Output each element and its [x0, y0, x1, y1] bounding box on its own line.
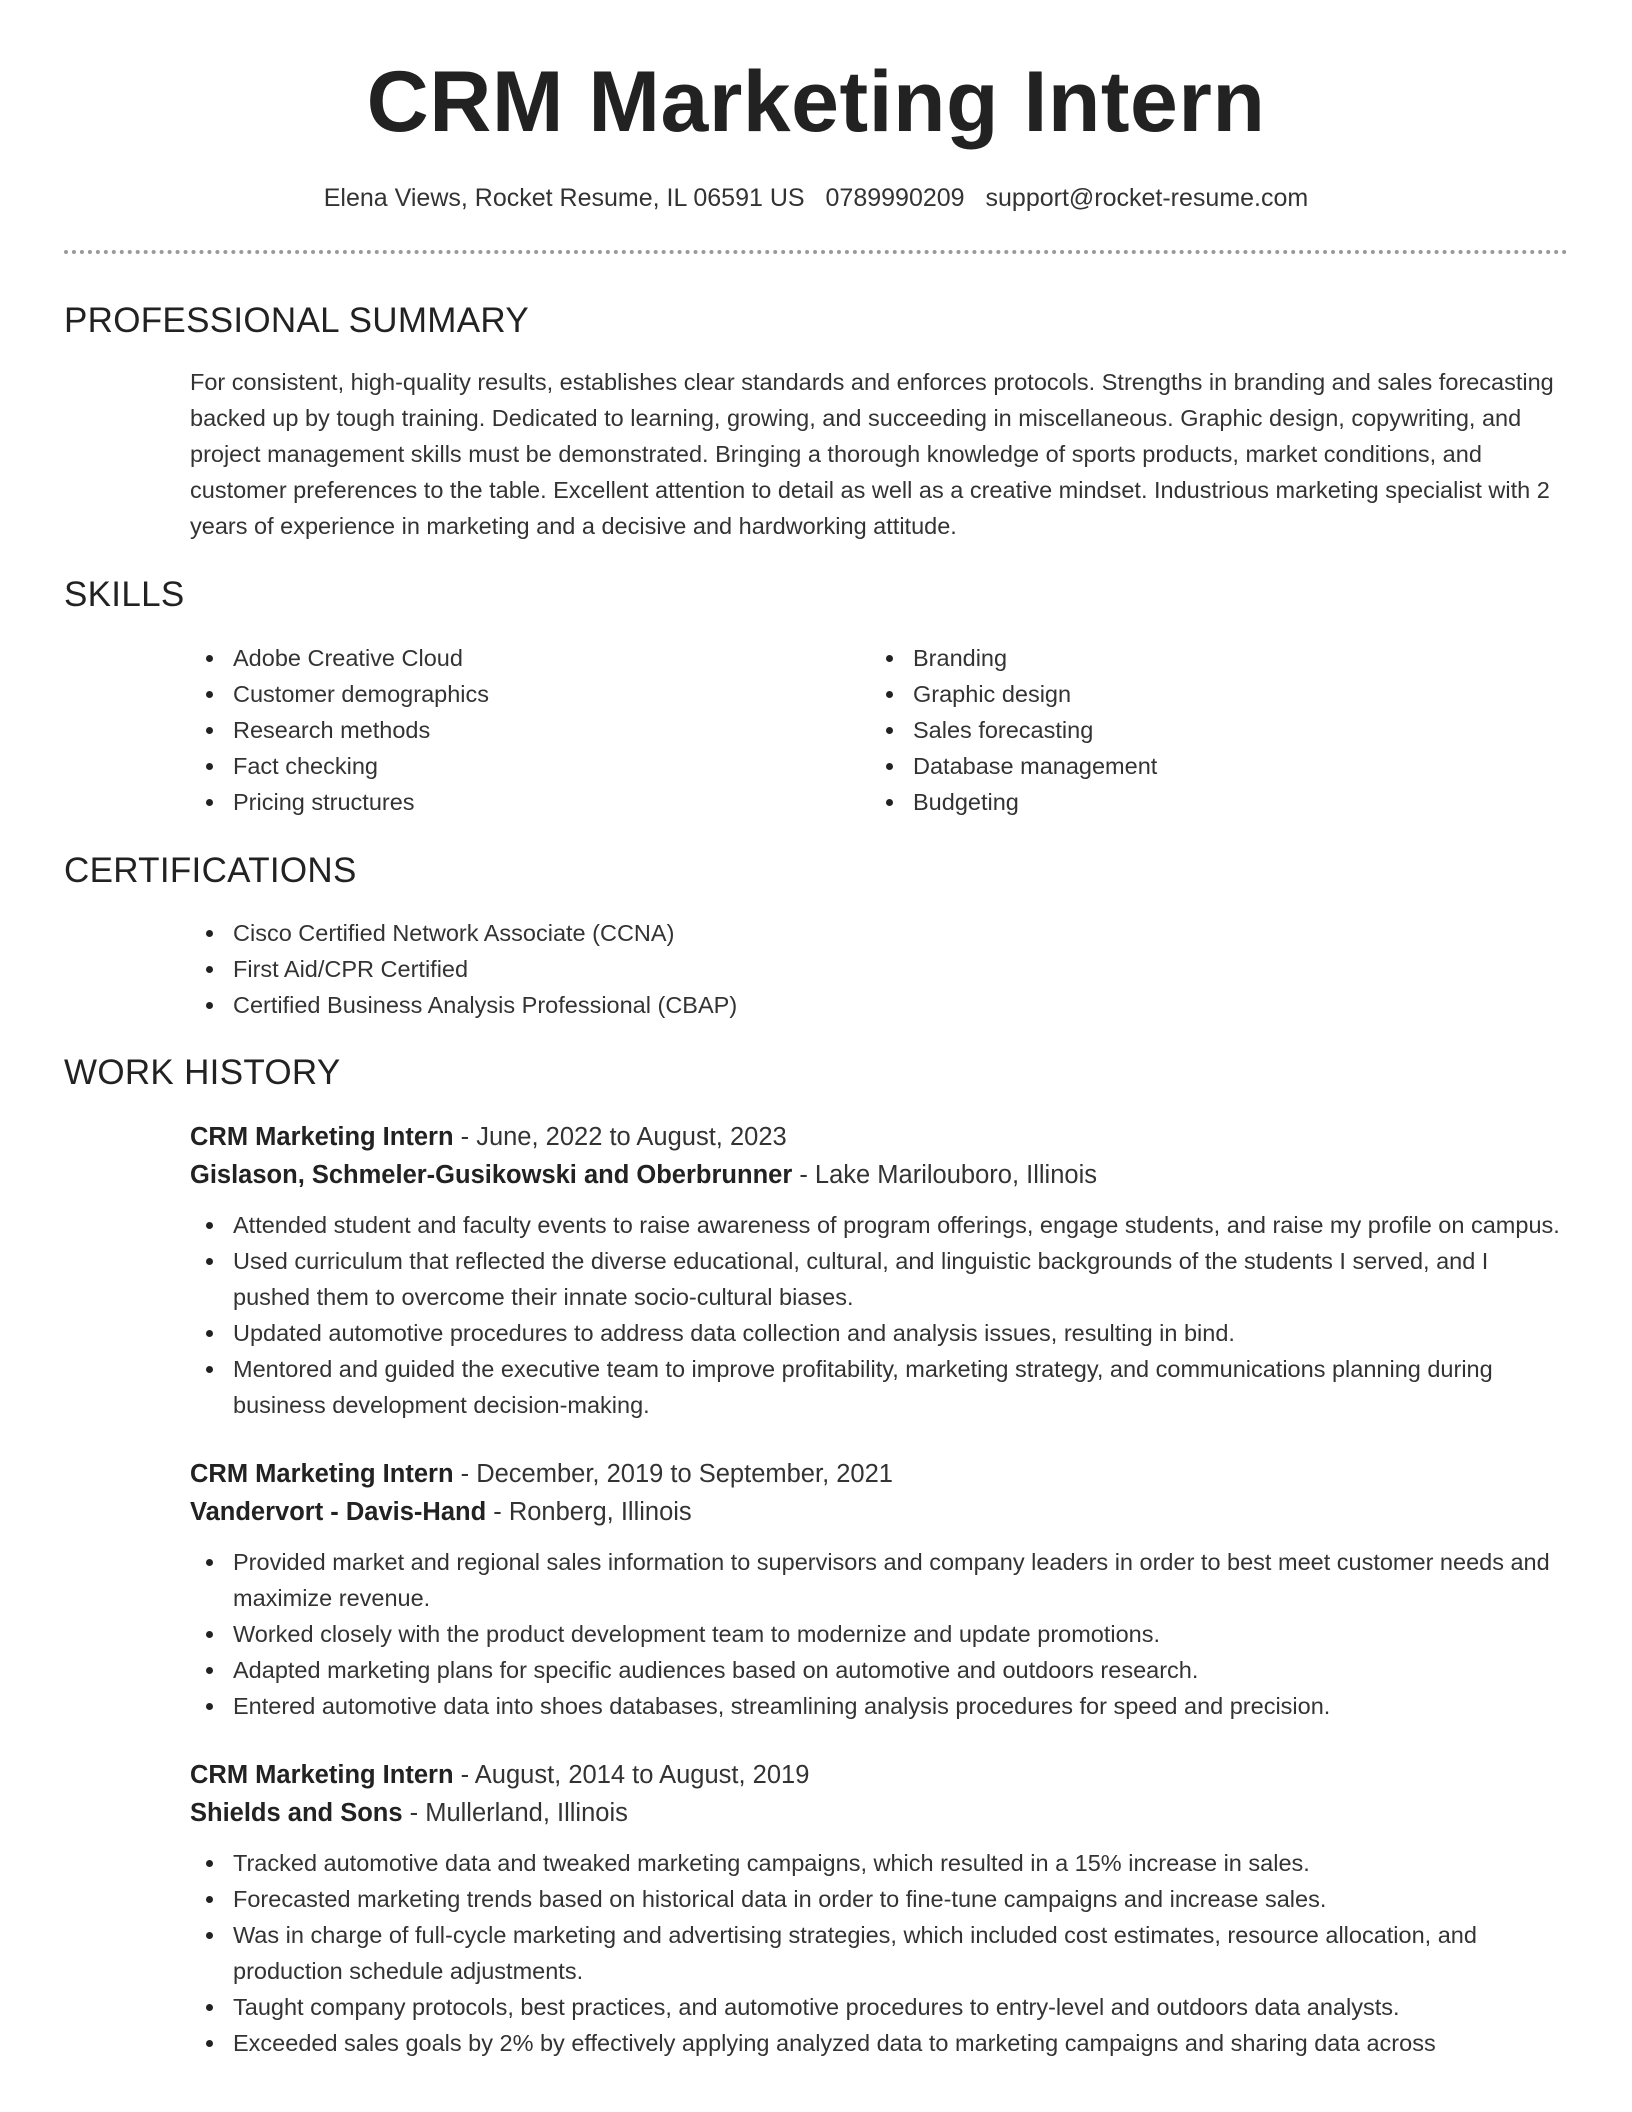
job-company: Shields and Sons	[190, 1799, 403, 1827]
resume-name: CRM Marketing Intern	[366, 54, 1266, 150]
job-location: - Ronberg, Illinois	[486, 1498, 692, 1526]
header-divider	[64, 250, 1568, 254]
skills-heading: SKILLS	[64, 575, 185, 614]
job-bullet: Worked closely with the product development team to modernize and update promotions.	[190, 1616, 1570, 1652]
contact-email: support@rocket-resume.com	[985, 184, 1309, 212]
job-bullet: Taught company protocols, best practices, and automotive procedures to entry-level and outdoors data analysts.	[190, 1989, 1570, 2025]
work-history-heading: WORK HISTORY	[64, 1053, 341, 1092]
job-company-line	[190, 1794, 1570, 1832]
job-company: Gislason, Schmeler-Gusikowski and Oberbrunner	[190, 1161, 793, 1189]
job-dates: - August, 2014 to August, 2019	[453, 1761, 810, 1789]
job-bullets	[190, 1845, 1570, 2061]
skill-item: Graphic design	[870, 676, 1530, 712]
work-history	[190, 1118, 1570, 2093]
job-bullet: Adapted marketing plans for specific audiences based on automotive and outdoors research.	[190, 1652, 1570, 1688]
job-location: - Mullerland, Illinois	[402, 1799, 628, 1827]
job-dates: - June, 2022 to August, 2023	[453, 1123, 787, 1151]
certification-item: Cisco Certified Network Associate (CCNA)	[190, 915, 1490, 951]
certification-item: First Aid/CPR Certified	[190, 951, 1490, 987]
job-company-line	[190, 1156, 1570, 1194]
skill-item: Sales forecasting	[870, 712, 1530, 748]
job-bullet: Was in charge of full-cycle marketing and advertising strategies, which included cost estimates, resource allocation, and production schedule adjustments.	[190, 1917, 1570, 1989]
job-role: CRM Marketing Intern	[190, 1123, 454, 1151]
contact-phone: 0789990209	[825, 184, 965, 212]
skill-item: Adobe Creative Cloud	[190, 640, 850, 676]
job-company-line	[190, 1493, 1570, 1531]
skill-item: Fact checking	[190, 748, 850, 784]
job-bullets	[190, 1544, 1570, 1724]
contact-info	[0, 181, 1632, 215]
job-title-line	[190, 1118, 1570, 1156]
skills-list-right	[870, 640, 1530, 820]
skill-item: Branding	[870, 640, 1530, 676]
job-title-line	[190, 1756, 1570, 1794]
certification-item: Certified Business Analysis Professional (CBAP)	[190, 987, 1490, 1023]
job-entry	[190, 1118, 1570, 1423]
job-bullet: Mentored and guided the executive team to improve profitability, marketing strategy, and communications planning during business development decision-making.	[190, 1351, 1570, 1423]
job-role: CRM Marketing Intern	[190, 1460, 454, 1488]
skill-item: Budgeting	[870, 784, 1530, 820]
skill-item: Pricing structures	[190, 784, 850, 820]
job-bullet: Attended student and faculty events to raise awareness of program offerings, engage students, and raise my profile on campus.	[190, 1207, 1570, 1243]
job-bullet: Forecasted marketing trends based on historical data in order to fine-tune campaigns and increase sales.	[190, 1881, 1570, 1917]
job-bullet: Exceeded sales goals by 2% by effectively applying analyzed data to marketing campaigns and sharing data across	[190, 2025, 1570, 2061]
job-entry	[190, 1756, 1570, 2061]
job-role: CRM Marketing Intern	[190, 1761, 454, 1789]
job-company: Vandervort - Davis-Hand	[190, 1498, 487, 1526]
job-bullet: Tracked automotive data and tweaked marketing campaigns, which resulted in a 15% increase in sales.	[190, 1845, 1570, 1881]
job-entry	[190, 1455, 1570, 1724]
skills-list-left	[190, 640, 850, 820]
summary-text: For consistent, high-quality results, establishes clear standards and enforces protocols. Strengths in branding and sales forecasting backed up by tough training. Dedicated to learning, growing, and succeeding in miscellaneous. Graphic design, copywriting, and project management skills must be demonstrated. Bringing a thorough knowledge of sports products, market conditions, and customer preferences to the table. Excellent attention to detail as well as a creative mindset. Industrious marketing specialist with 2 years of experience in marketing and a decisive and hardworking attitude.	[190, 369, 1554, 539]
certifications-list	[190, 915, 1490, 1023]
job-bullet: Updated automotive procedures to address data collection and analysis issues, resulting in bind.	[190, 1315, 1570, 1351]
certifications-heading: CERTIFICATIONS	[64, 851, 357, 890]
contact-address: Elena Views, Rocket Resume, IL 06591 US	[323, 184, 805, 212]
job-location: - Lake Marilouboro, Illinois	[792, 1161, 1097, 1189]
job-bullet: Used curriculum that reflected the diverse educational, cultural, and linguistic backgrounds of the students I served, and I pushed them to overcome their innate socio-cultural biases.	[190, 1243, 1570, 1315]
skill-item: Customer demographics	[190, 676, 850, 712]
job-bullet: Provided market and regional sales information to supervisors and company leaders in order to best meet customer needs and maximize revenue.	[190, 1544, 1570, 1616]
job-bullets	[190, 1207, 1570, 1423]
job-dates: - December, 2019 to September, 2021	[453, 1460, 893, 1488]
job-bullet: Entered automotive data into shoes databases, streamlining analysis procedures for speed and precision.	[190, 1688, 1570, 1724]
summary-heading: PROFESSIONAL SUMMARY	[64, 301, 529, 340]
skill-item: Research methods	[190, 712, 850, 748]
job-title-line	[190, 1455, 1570, 1493]
skill-item: Database management	[870, 748, 1530, 784]
